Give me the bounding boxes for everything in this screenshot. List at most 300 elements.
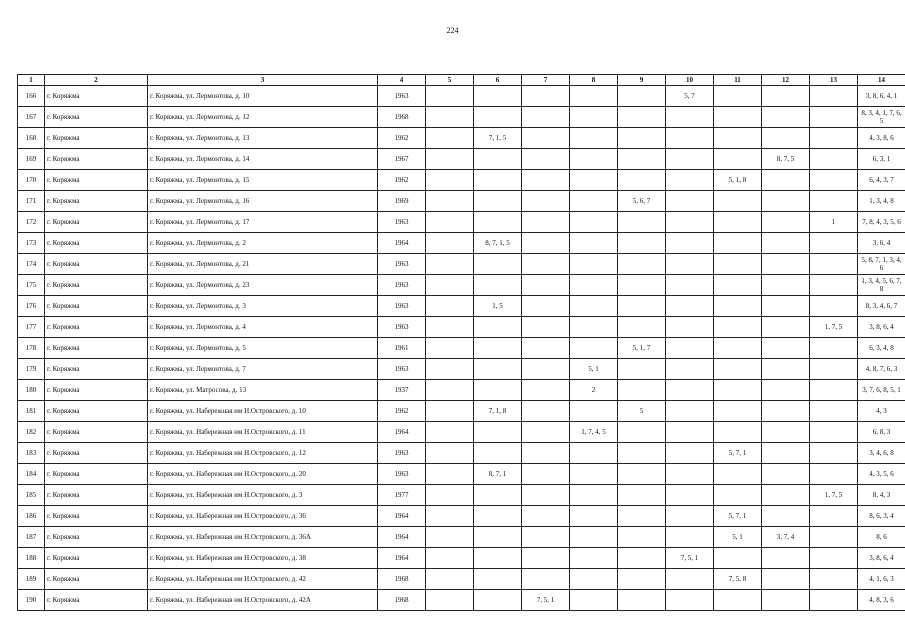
table-cell: 6, 4, 3, 7: [858, 170, 905, 191]
table-cell: [522, 233, 570, 254]
table-cell: 4, 3, 8, 6: [858, 128, 905, 149]
table-cell: [570, 149, 618, 170]
table-cell: 168: [18, 128, 45, 149]
table-cell: 186: [18, 506, 45, 527]
table-cell: 3, 8, 6, 4, 1: [858, 86, 905, 107]
table-row: [18, 569, 905, 590]
table-cell: 4, 1, 6, 3: [858, 569, 905, 590]
table-row: [18, 338, 905, 359]
table-cell: 1962: [378, 170, 426, 191]
table-cell: г. Коряжма: [45, 464, 148, 485]
table-cell: г. Коряжма: [45, 128, 148, 149]
table-cell: [522, 254, 570, 275]
table-cell: [618, 485, 666, 506]
table-cell: г. Коряжма: [45, 296, 148, 317]
table-cell: [810, 191, 858, 212]
table-cell: [474, 443, 522, 464]
table-cell: 182: [18, 422, 45, 443]
table-cell: [810, 569, 858, 590]
table-cell: 1961: [378, 338, 426, 359]
table-row: [18, 107, 905, 128]
column-header: 9: [618, 75, 666, 86]
table-cell: 185: [18, 485, 45, 506]
table-cell: 5: [618, 401, 666, 422]
table-cell: [426, 590, 474, 611]
table-cell: [522, 149, 570, 170]
table-cell: [570, 485, 618, 506]
table-cell: [618, 506, 666, 527]
table-cell: [522, 485, 570, 506]
table-cell: [522, 338, 570, 359]
table-cell: [426, 401, 474, 422]
table-cell: 184: [18, 464, 45, 485]
table-cell: [618, 107, 666, 128]
table-cell: 6, 3, 4, 8: [858, 338, 905, 359]
table-cell: [474, 422, 522, 443]
table-cell: [810, 254, 858, 275]
table-cell: г. Коряжма, ул. Лермонтова, д. 3: [148, 296, 378, 317]
table-cell: 6, 8, 3: [858, 422, 905, 443]
table-cell: 180: [18, 380, 45, 401]
table-cell: [426, 296, 474, 317]
table-cell: [426, 380, 474, 401]
table-cell: 1963: [378, 296, 426, 317]
table-cell: 181: [18, 401, 45, 422]
table-cell: г. Коряжма: [45, 317, 148, 338]
table-cell: [426, 548, 474, 569]
table-cell: г. Коряжма: [45, 338, 148, 359]
table-cell: [666, 296, 714, 317]
table-cell: [618, 317, 666, 338]
table-cell: 189: [18, 569, 45, 590]
table-row: [18, 212, 905, 233]
table-cell: 171: [18, 191, 45, 212]
page-number: 224: [446, 26, 459, 35]
table-row: [18, 128, 905, 149]
table-cell: г. Коряжма, ул. Лермонтова, д. 16: [148, 191, 378, 212]
table-cell: г. Коряжма: [45, 86, 148, 107]
table-cell: [714, 359, 762, 380]
table-cell: [714, 548, 762, 569]
table-cell: [474, 86, 522, 107]
table-cell: г. Коряжма: [45, 485, 148, 506]
table-cell: [762, 464, 810, 485]
table-cell: г. Коряжма: [45, 149, 148, 170]
table-cell: г. Коряжма: [45, 443, 148, 464]
table-cell: [618, 149, 666, 170]
table-cell: [474, 569, 522, 590]
table-cell: 5, 7, 1: [714, 443, 762, 464]
table-cell: 1964: [378, 233, 426, 254]
table-cell: г. Коряжма, ул. Лермонтова, д. 13: [148, 128, 378, 149]
column-header: 8: [570, 75, 618, 86]
table-cell: [666, 359, 714, 380]
table-cell: г. Коряжма, ул. Набережная им Н.Островского, д. 36: [148, 506, 378, 527]
table-cell: [762, 506, 810, 527]
table-cell: [714, 107, 762, 128]
table-cell: [570, 191, 618, 212]
table-cell: 1963: [378, 212, 426, 233]
table-cell: [666, 170, 714, 191]
table-cell: [666, 464, 714, 485]
column-header: 6: [474, 75, 522, 86]
table-cell: 4, 3: [858, 401, 905, 422]
table-cell: 8, 7, 1, 5: [474, 233, 522, 254]
table-cell: [762, 296, 810, 317]
table-cell: 172: [18, 212, 45, 233]
table-cell: 1962: [378, 401, 426, 422]
table-cell: [666, 527, 714, 548]
table-cell: [474, 506, 522, 527]
table-cell: г. Коряжма, ул. Набережная им Н.Островского, д. 3: [148, 485, 378, 506]
column-header: 7: [522, 75, 570, 86]
table-cell: [474, 170, 522, 191]
table-cell: г. Коряжма: [45, 401, 148, 422]
table-cell: 1, 7, 4, 5: [570, 422, 618, 443]
table-cell: г. Коряжма, ул. Лермонтова, д. 21: [148, 254, 378, 275]
table-cell: 8, 4, 3: [858, 485, 905, 506]
table-cell: г. Коряжма, ул. Лермонтова, д. 2: [148, 233, 378, 254]
column-header: 14: [858, 75, 905, 86]
table-cell: г. Коряжма, ул. Лермонтова, д. 4: [148, 317, 378, 338]
table-cell: [474, 212, 522, 233]
table-cell: [618, 359, 666, 380]
table-cell: [618, 254, 666, 275]
table-cell: 188: [18, 548, 45, 569]
table-cell: [762, 443, 810, 464]
table-cell: [618, 443, 666, 464]
table-cell: г. Коряжма: [45, 233, 148, 254]
column-header: 2: [45, 75, 148, 86]
table-cell: [426, 254, 474, 275]
table-row: [18, 275, 905, 296]
table-cell: г. Коряжма: [45, 506, 148, 527]
table-cell: 4, 8, 3, 6: [858, 590, 905, 611]
table-cell: [570, 212, 618, 233]
table-cell: 3, 8, 6, 4: [858, 548, 905, 569]
table-cell: [570, 338, 618, 359]
table-cell: [714, 233, 762, 254]
table-cell: 6, 3, 1: [858, 149, 905, 170]
table-cell: [666, 380, 714, 401]
table-cell: 3, 8, 6, 4: [858, 317, 905, 338]
table-cell: [426, 359, 474, 380]
table-cell: [426, 485, 474, 506]
table-cell: 4, 3, 5, 6: [858, 464, 905, 485]
table-row: [18, 527, 905, 548]
table-cell: [570, 170, 618, 191]
table-cell: 1, 7, 5: [810, 317, 858, 338]
table-cell: г. Коряжма, ул. Лермонтова, д. 17: [148, 212, 378, 233]
column-header: 13: [810, 75, 858, 86]
table-cell: [522, 401, 570, 422]
table-cell: 5, 1: [570, 359, 618, 380]
table-cell: [522, 191, 570, 212]
table-cell: г. Коряжма, ул. Лермонтова, д. 15: [148, 170, 378, 191]
table-cell: [426, 527, 474, 548]
table-cell: [666, 443, 714, 464]
table-cell: 166: [18, 86, 45, 107]
table-cell: г. Коряжма: [45, 254, 148, 275]
table-cell: 1963: [378, 317, 426, 338]
table-cell: [522, 443, 570, 464]
table-cell: [714, 275, 762, 296]
table-cell: [570, 317, 618, 338]
table-cell: [426, 233, 474, 254]
table-cell: [810, 233, 858, 254]
table-cell: [618, 569, 666, 590]
table-cell: [810, 422, 858, 443]
table-cell: [714, 191, 762, 212]
table-cell: [426, 128, 474, 149]
table-cell: г. Коряжма, ул. Набережная им Н.Островского, д. 10: [148, 401, 378, 422]
table-cell: [474, 590, 522, 611]
table-cell: 5, 1: [714, 527, 762, 548]
table-cell: [714, 149, 762, 170]
table-cell: [522, 464, 570, 485]
table-cell: [762, 170, 810, 191]
table-cell: 7, 1, 5: [474, 128, 522, 149]
table-cell: [810, 170, 858, 191]
table-cell: 173: [18, 233, 45, 254]
table-cell: г. Коряжма, ул. Набережная им Н.Островского, д. 11: [148, 422, 378, 443]
table-cell: [426, 464, 474, 485]
table-cell: г. Коряжма, ул. Лермонтова, д. 10: [148, 86, 378, 107]
table-cell: 2: [570, 380, 618, 401]
table-cell: [474, 107, 522, 128]
table-cell: 1968: [378, 569, 426, 590]
table-cell: [618, 464, 666, 485]
table-cell: [762, 548, 810, 569]
table-row: [18, 380, 905, 401]
column-header: 4: [378, 75, 426, 86]
header-row: [18, 75, 905, 86]
table-cell: г. Коряжма: [45, 170, 148, 191]
table-cell: [522, 359, 570, 380]
table-cell: [762, 590, 810, 611]
table-cell: [762, 191, 810, 212]
table-cell: [426, 191, 474, 212]
table-cell: [426, 107, 474, 128]
table-cell: [618, 86, 666, 107]
table-cell: 7, 5, 8: [714, 569, 762, 590]
table-cell: [810, 401, 858, 422]
table-cell: 8, 7, 5: [762, 149, 810, 170]
table-cell: [666, 338, 714, 359]
table-cell: г. Коряжма: [45, 359, 148, 380]
table-cell: 1, 7, 5: [810, 485, 858, 506]
table-cell: [618, 212, 666, 233]
table-cell: г. Коряжма, ул. Набережная им Н.Островского, д. 42А: [148, 590, 378, 611]
table-cell: [714, 296, 762, 317]
table-cell: [570, 506, 618, 527]
table-cell: г. Коряжма: [45, 548, 148, 569]
table-cell: 8, 6: [858, 527, 905, 548]
table-cell: [810, 506, 858, 527]
table-cell: [714, 590, 762, 611]
table-cell: [522, 506, 570, 527]
table-cell: 8, 7, 1: [474, 464, 522, 485]
table-cell: [666, 254, 714, 275]
table-cell: г. Коряжма, ул. Набережная им Н.Островского, д. 36А: [148, 527, 378, 548]
table-cell: [666, 107, 714, 128]
column-header: 10: [666, 75, 714, 86]
table-cell: 4, 8, 7, 6, 3: [858, 359, 905, 380]
table-cell: г. Коряжма: [45, 275, 148, 296]
table-cell: 1937: [378, 380, 426, 401]
table-cell: [762, 212, 810, 233]
table-row: [18, 191, 905, 212]
table-cell: 167: [18, 107, 45, 128]
column-header: 1: [18, 75, 45, 86]
table-cell: [762, 275, 810, 296]
table-cell: [618, 422, 666, 443]
table-cell: [522, 275, 570, 296]
table-cell: 174: [18, 254, 45, 275]
table-cell: [474, 191, 522, 212]
table-cell: 3, 6, 4: [858, 233, 905, 254]
table-cell: 1964: [378, 548, 426, 569]
table-cell: 1, 5: [474, 296, 522, 317]
column-header: 11: [714, 75, 762, 86]
table-cell: [426, 317, 474, 338]
table-cell: [666, 191, 714, 212]
table-cell: г. Коряжма, ул. Лермонтова, д. 5: [148, 338, 378, 359]
table-cell: [522, 212, 570, 233]
table-cell: 1977: [378, 485, 426, 506]
table-cell: [474, 317, 522, 338]
table-cell: 5, 1, 7: [618, 338, 666, 359]
table-cell: [474, 548, 522, 569]
table-row: [18, 401, 905, 422]
table-cell: 1963: [378, 464, 426, 485]
table-cell: [810, 275, 858, 296]
table-cell: [810, 338, 858, 359]
table-cell: 169: [18, 149, 45, 170]
table-cell: [570, 569, 618, 590]
table-cell: [522, 548, 570, 569]
table-cell: [426, 86, 474, 107]
table-row: [18, 149, 905, 170]
table-cell: 5, 1, 8: [714, 170, 762, 191]
table-cell: [570, 590, 618, 611]
table-cell: 5, 8, 7, 1, 3, 4, 6: [858, 254, 905, 275]
table-cell: г. Коряжма: [45, 527, 148, 548]
table-cell: [762, 254, 810, 275]
table-cell: [618, 275, 666, 296]
table-cell: [426, 275, 474, 296]
table-cell: 7, 8, 4, 3, 5, 6: [858, 212, 905, 233]
table-cell: 3, 4, 6, 8: [858, 443, 905, 464]
table-cell: 1963: [378, 254, 426, 275]
table-row: [18, 359, 905, 380]
table-cell: 8, 6, 3, 4: [858, 506, 905, 527]
table-cell: [570, 128, 618, 149]
table-cell: г. Коряжма, ул. Матросова, д. 13: [148, 380, 378, 401]
table-cell: г. Коряжма, ул. Набережная им Н.Островского, д. 38: [148, 548, 378, 569]
table-cell: г. Коряжма, ул. Лермонтова, д. 23: [148, 275, 378, 296]
table-cell: [810, 548, 858, 569]
table-cell: [570, 86, 618, 107]
table-cell: [666, 506, 714, 527]
table-cell: г. Коряжма, ул. Набережная им Н.Островского, д. 12: [148, 443, 378, 464]
table-cell: [762, 233, 810, 254]
table-cell: [714, 338, 762, 359]
table-row: [18, 296, 905, 317]
table-cell: [570, 464, 618, 485]
table-body: [18, 86, 905, 611]
table-cell: 1: [810, 212, 858, 233]
table-cell: [810, 86, 858, 107]
table-cell: [570, 548, 618, 569]
table-cell: [570, 233, 618, 254]
table-cell: 1963: [378, 443, 426, 464]
table-cell: 7, 5, 1: [522, 590, 570, 611]
table-cell: [762, 422, 810, 443]
table-cell: 5, 6, 7: [618, 191, 666, 212]
table-cell: [666, 212, 714, 233]
table-cell: 175: [18, 275, 45, 296]
table-cell: г. Коряжма: [45, 422, 148, 443]
table-cell: 8, 3, 4, 6, 7: [858, 296, 905, 317]
table-cell: [570, 107, 618, 128]
table-cell: [618, 548, 666, 569]
table-cell: [618, 233, 666, 254]
table-cell: [714, 128, 762, 149]
table-cell: [666, 422, 714, 443]
table-cell: г. Коряжма, ул. Набережная им Н.Островского, д. 20: [148, 464, 378, 485]
table-cell: [474, 485, 522, 506]
table-cell: г. Коряжма: [45, 212, 148, 233]
table-cell: [426, 338, 474, 359]
table-cell: [522, 569, 570, 590]
table-cell: [714, 464, 762, 485]
table-cell: [474, 380, 522, 401]
table-cell: [618, 380, 666, 401]
table-row: [18, 317, 905, 338]
table-cell: 176: [18, 296, 45, 317]
table-cell: 1963: [378, 275, 426, 296]
table-cell: 1, 3, 4, 8: [858, 191, 905, 212]
table-cell: 1968: [378, 590, 426, 611]
table-cell: г. Коряжма: [45, 569, 148, 590]
table-cell: г. Коряжма, ул. Набережная им Н.Островского, д. 42: [148, 569, 378, 590]
table-cell: [714, 254, 762, 275]
table-cell: 7, 5, 1: [666, 548, 714, 569]
table-row: [18, 254, 905, 275]
column-header: 5: [426, 75, 474, 86]
table-cell: [618, 296, 666, 317]
table-cell: [810, 296, 858, 317]
table-cell: [714, 317, 762, 338]
table-cell: 7, 1, 8: [474, 401, 522, 422]
table-cell: г. Коряжма, ул. Лермонтова, д. 7: [148, 359, 378, 380]
table-cell: [762, 128, 810, 149]
table-cell: [714, 380, 762, 401]
table-cell: [666, 590, 714, 611]
table-row: [18, 485, 905, 506]
table-cell: 1968: [378, 107, 426, 128]
table-cell: [810, 443, 858, 464]
table-cell: [810, 380, 858, 401]
table-cell: 5, 7, 1: [714, 506, 762, 527]
table-cell: [666, 485, 714, 506]
table-cell: [762, 359, 810, 380]
table-cell: [762, 86, 810, 107]
table-cell: г. Коряжма, ул. Лермонтова, д. 14: [148, 149, 378, 170]
table-cell: [618, 128, 666, 149]
table-cell: 1964: [378, 422, 426, 443]
